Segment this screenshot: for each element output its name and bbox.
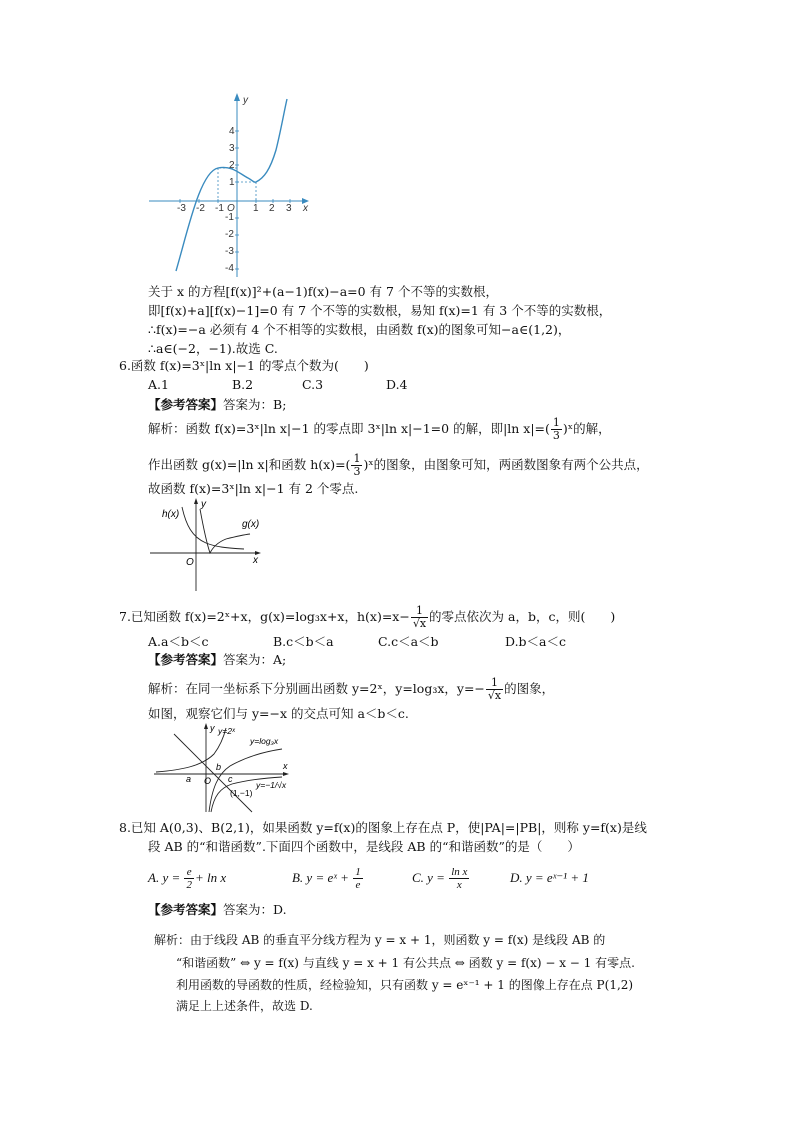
fraction (449, 866, 469, 891)
text: 的零点依次为 a，b，c，则( ) (429, 609, 616, 624)
q7-solution-2: 如图，观察它们与 y=−x 的交点可知 a＜b＜c. (148, 706, 409, 721)
numerator: 1 (353, 452, 361, 465)
denominator: √x (412, 617, 427, 630)
q8-option-b (292, 866, 408, 891)
denominator: √x (487, 689, 502, 702)
x-label: x (253, 555, 258, 566)
denominator: e (355, 879, 361, 891)
q6-option-d: D.4 (386, 377, 408, 392)
text: + ln x (194, 870, 227, 885)
text: )ˣ的图象，由图象可知，两函数图象有两个公共点， (363, 457, 649, 472)
q7-option-c: C.c＜a＜b (378, 634, 439, 649)
x-tick: 3 (286, 203, 292, 214)
label-log: y=log₃x (250, 736, 279, 746)
line-neg-x (174, 734, 252, 812)
q7-option-d: D.b＜a＜c (505, 634, 567, 649)
text: 作出函数 g(x)=|ln x|和函数 h(x)=( (148, 457, 351, 472)
g-label: g(x) (242, 519, 260, 530)
q5-line-2: 即[f(x)+a][f(x)−1]=0 有 7 个不等的实数根，易知 f(x)=1 有 3 个不等的实数根， (148, 303, 612, 318)
q6-solution-3: 故函数 f(x)=3ˣ|ln x|−1 有 2 个零点. (148, 481, 359, 496)
q7-stem (119, 605, 615, 630)
denominator: 3 (552, 429, 560, 442)
denominator: 2 (186, 879, 192, 891)
answer-text: 答案为：D. (223, 902, 287, 917)
origin-label: O (227, 203, 235, 214)
h-label: h(x) (162, 509, 180, 520)
y-label: y (201, 499, 206, 510)
q5-line-4: ∴a∈(−2，−1).故选 C. (148, 341, 278, 356)
q8-solution-2: “和谐函数” ⇔ y = f(x) 与直线 y = x + 1 有公共点 ⇔ 函数 y = f(x) − x − 1 有零点. (176, 956, 635, 970)
q7-solution-1 (148, 677, 554, 702)
label-b: b (216, 762, 222, 772)
y-tick: -1 (225, 212, 234, 223)
denominator: 3 (353, 465, 361, 478)
y-axis-arrow (234, 93, 240, 101)
fraction (411, 605, 428, 630)
q8-stem-2: 段 AB 的“和谐函数”.下面四个函数中，是线段 AB 的“和谐函数”的是（ ） (148, 839, 580, 854)
numerator: e (184, 866, 194, 879)
y-tick: -3 (225, 246, 234, 257)
q5-line-3: ∴f(x)=−a 必须有 4 个不相等的实数根，由函数 f(x)的图象可知−a∈(1,2)， (148, 322, 571, 337)
numerator: 1 (486, 677, 503, 690)
q6-solution-2 (148, 453, 649, 478)
label-exp: y=2ˣ (218, 726, 235, 736)
q7-option-a: A.a＜b＜c (148, 634, 209, 649)
numerator: 1 (552, 416, 560, 429)
text: 的图象， (504, 681, 555, 696)
x-label: x (283, 761, 288, 771)
x-tick: -1 (215, 203, 224, 214)
label-inv-sqrt: y=−1/√x (256, 780, 287, 790)
g-curve (200, 509, 250, 553)
q8-solution-3: 利用函数的导函数的性质，经检验知，只有函数 y = eˣ⁻¹ + 1 的图像上存在点 P(1,2) (176, 978, 634, 992)
q8-option-a (148, 866, 288, 891)
q6-option-b: B.2 (232, 377, 254, 392)
q8-solution-1: 解析：由于线段 AB 的垂直平分线方程为 y = x + 1，则函数 y = f(x) 是线段 AB 的 (154, 933, 606, 947)
label-c: c (228, 774, 233, 784)
answer-tag: 【参考答案】 (148, 902, 224, 917)
y-tick: 3 (229, 143, 235, 154)
q7-graph-figure (152, 722, 292, 814)
y-tick: 2 (229, 160, 235, 171)
y-axis-label: y (243, 95, 248, 106)
origin-label: O (186, 557, 194, 568)
text: 解析：在同一坐标系下分别画出函数 y=2ˣ，y=log₃x，y=− (148, 681, 485, 696)
label-a: a (186, 774, 192, 784)
fraction (351, 453, 362, 478)
q8-option-c (412, 866, 506, 891)
x-tick: -2 (196, 203, 205, 214)
fraction (353, 866, 363, 891)
x-tick: 1 (253, 203, 259, 214)
answer-text: 答案为：B; (223, 397, 287, 412)
text: 解析：函数 f(x)=3ˣ|ln x|−1 的零点即 3ˣ|ln x|−1=0 的解，即|ln x|=( (148, 421, 550, 436)
text: A. y = (148, 870, 184, 885)
numerator: 1 (355, 866, 361, 878)
answer-text: 答案为：A; (223, 652, 287, 667)
cubic-graph-figure (146, 92, 316, 282)
text: C. y = (411, 870, 449, 885)
q8-option-d: D. y = eˣ⁻¹ + 1 (509, 870, 589, 885)
fraction (551, 417, 562, 442)
q8-stem-1: 8.已知 A(0,3)、B(2,1)，如果函数 y=f(x)的图象上存在点 P，使|PA|=|PB|，则称 y=f(x)是线 (119, 820, 647, 835)
q7-answer (148, 651, 286, 669)
x-axis-label: x (303, 203, 308, 214)
q8-solution-4: 满足上上述条件，故选 D. (176, 999, 313, 1013)
answer-tag: 【参考答案】 (148, 397, 224, 412)
y-label: y (210, 723, 215, 733)
q6-graph-figure (146, 495, 264, 595)
text: 7.已知函数 f(x)=2ˣ+x，g(x)=log₃x+x，h(x)=x− (119, 609, 410, 624)
q6-stem: 6.函数 f(x)=3ˣ|ln x|−1 的零点个数为( ) (119, 358, 369, 373)
q6-option-c: C.3 (302, 377, 324, 392)
y-tick: -4 (225, 263, 234, 274)
denominator: x (456, 879, 462, 891)
fraction (184, 866, 194, 891)
q6-solution-1 (148, 417, 611, 442)
label-point: (1,−1) (230, 788, 253, 798)
q8-answer (148, 901, 287, 919)
text: B. y = eˣ + (291, 870, 353, 885)
q7-option-b: B.c＜b＜a (273, 634, 334, 649)
fraction (486, 677, 503, 702)
q8-options (148, 866, 589, 891)
y-tick: 4 (229, 126, 235, 137)
text: )ˣ的解， (562, 421, 611, 436)
q5-line-1: 关于 x 的方程[f(x)]²+(a−1)f(x)−a=0 有 7 个不等的实数根， (148, 284, 498, 299)
q6-option-a: A.1 (148, 377, 169, 392)
y-tick: 1 (229, 177, 235, 188)
origin-label: O (204, 776, 212, 786)
y-tick: -2 (225, 229, 234, 240)
answer-tag: 【参考答案】 (148, 652, 224, 667)
numerator: 1 (411, 605, 428, 618)
numerator: ln x (451, 866, 468, 878)
x-tick: -3 (177, 203, 186, 214)
q6-answer (148, 396, 286, 414)
x-tick: 2 (269, 203, 275, 214)
h-curve (182, 507, 244, 549)
